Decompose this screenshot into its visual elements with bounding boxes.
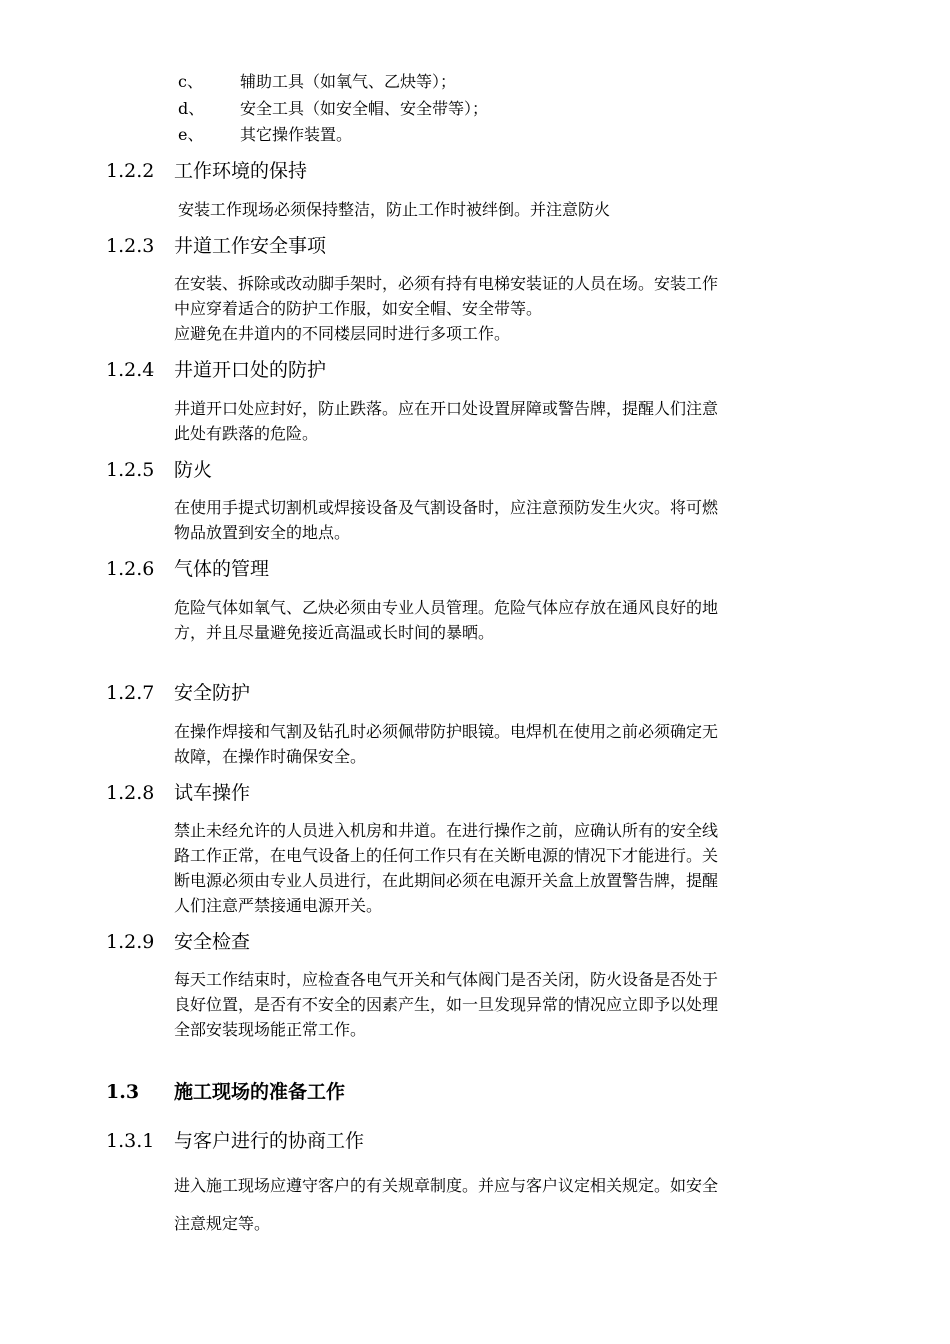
body-line: 安装工作现场必须保持整洁，防止工作时被绊倒。并注意防火: [178, 200, 611, 219]
section-heading-1-3: [106, 1079, 345, 1105]
section-title: 井道工作安全事项: [174, 235, 327, 257]
list-text: 辅助工具（如氧气、乙炔等）；: [240, 72, 457, 91]
list-text: 其它操作装置。: [240, 125, 353, 144]
section-number: 1.2.2: [106, 160, 155, 182]
section-title: 施工现场的准备工作: [174, 1081, 346, 1103]
section-title: 安全检查: [174, 931, 251, 953]
body-line: 在操作焊接和气割及钻孔时必须佩带防护眼镜。电焊机在使用之前必须确定无: [174, 722, 719, 741]
section-heading-1-2-6: [106, 556, 269, 582]
body-line: 注意规定等。: [174, 1214, 271, 1233]
section-body-1-2-8: [174, 818, 838, 918]
section-number: 1.2.4: [106, 359, 155, 381]
section-title: 井道开口处的防护: [174, 359, 327, 381]
section-body-1-2-2: [178, 197, 842, 222]
body-line: 方，并且尽量避免接近高温或长时间的暴晒。: [174, 623, 495, 642]
list-item-c: [178, 71, 456, 93]
section-number: 1.3: [106, 1081, 140, 1103]
section-title: 防火: [174, 459, 213, 481]
section-number: 1.2.9: [106, 931, 155, 953]
section-number: 1.2.5: [106, 459, 155, 481]
section-body-1-3-1: [174, 1167, 838, 1243]
body-line: 在安装、拆除或改动脚手架时，必须有持有电梯安装证的人员在场。安装工作: [174, 274, 719, 293]
body-line: 井道开口处应封好，防止跌落。应在开口处设置屏障或警告牌，提醒人们注意: [174, 399, 719, 418]
section-title: 试车操作: [174, 782, 251, 804]
section-heading-1-2-9: [106, 929, 250, 955]
section-body-1-2-5: [174, 495, 838, 545]
section-body-1-2-6: [174, 595, 838, 645]
list-marker: e、: [178, 125, 204, 144]
body-line: 断电源必须由专业人员进行，在此期间必须在电源开关盒上放置警告牌，提醒: [174, 871, 719, 890]
section-body-1-2-9: [174, 967, 838, 1042]
body-line: 禁止未经允许的人员进入机房和井道。在进行操作之前，应确认所有的安全线: [174, 821, 719, 840]
body-line: 故障，在操作时确保安全。: [174, 747, 367, 766]
section-body-1-2-3: [174, 271, 838, 346]
section-title: 气体的管理: [174, 558, 270, 580]
section-heading-1-2-4: [106, 357, 326, 383]
body-line: 人们注意严禁接通电源开关。: [174, 896, 383, 915]
list-text: 安全工具（如安全帽、安全带等）；: [240, 99, 489, 118]
list-item-e: [178, 124, 352, 146]
body-line: 应避免在井道内的不同楼层同时进行多项工作。: [174, 324, 511, 343]
body-line: 物品放置到安全的地点。: [174, 523, 351, 542]
section-heading-1-2-5: [106, 457, 212, 483]
section-title: 安全防护: [174, 682, 251, 704]
body-line: 每天工作结束时，应检查各电气开关和气体阀门是否关闭，防火设备是否处于: [174, 970, 719, 989]
section-heading-1-2-3: [106, 233, 326, 259]
section-heading-1-2-8: [106, 780, 250, 806]
section-body-1-2-7: [174, 719, 838, 769]
body-line: 路工作正常，在电气设备上的任何工作只有在关断电源的情况下才能进行。关: [174, 846, 719, 865]
list-marker: c、: [178, 72, 203, 91]
section-heading-1-3-1: [106, 1128, 364, 1154]
section-heading-1-2-2: [106, 158, 307, 184]
list-item-d: [178, 98, 488, 120]
body-line: 危险气体如氧气、乙炔必须由专业人员管理。危险气体应存放在通风良好的地: [174, 598, 719, 617]
body-line: 此处有跌落的危险。: [174, 424, 319, 443]
section-number: 1.2.8: [106, 782, 155, 804]
body-line: 进入施工现场应遵守客户的有关规章制度。并应与客户议定相关规定。如安全: [174, 1176, 719, 1195]
body-line: 在使用手提式切割机或焊接设备及气割设备时，应注意预防发生火灾。将可燃: [174, 498, 719, 517]
section-body-1-2-4: [174, 396, 838, 446]
list-marker: d、: [178, 99, 205, 118]
section-heading-1-2-7: [106, 680, 250, 706]
section-number: 1.3.1: [106, 1130, 155, 1152]
body-line: 全部安装现场能正常工作。: [174, 1020, 367, 1039]
section-number: 1.2.3: [106, 235, 155, 257]
body-line: 良好位置，是否有不安全的因素产生，如一旦发现异常的情况应立即予以处理: [174, 995, 719, 1014]
section-number: 1.2.6: [106, 558, 155, 580]
section-title: 与客户进行的协商工作: [174, 1130, 365, 1152]
body-line: 中应穿着适合的防护工作服，如安全帽、安全带等。: [174, 299, 543, 318]
section-number: 1.2.7: [106, 682, 155, 704]
section-title: 工作环境的保持: [174, 160, 308, 182]
